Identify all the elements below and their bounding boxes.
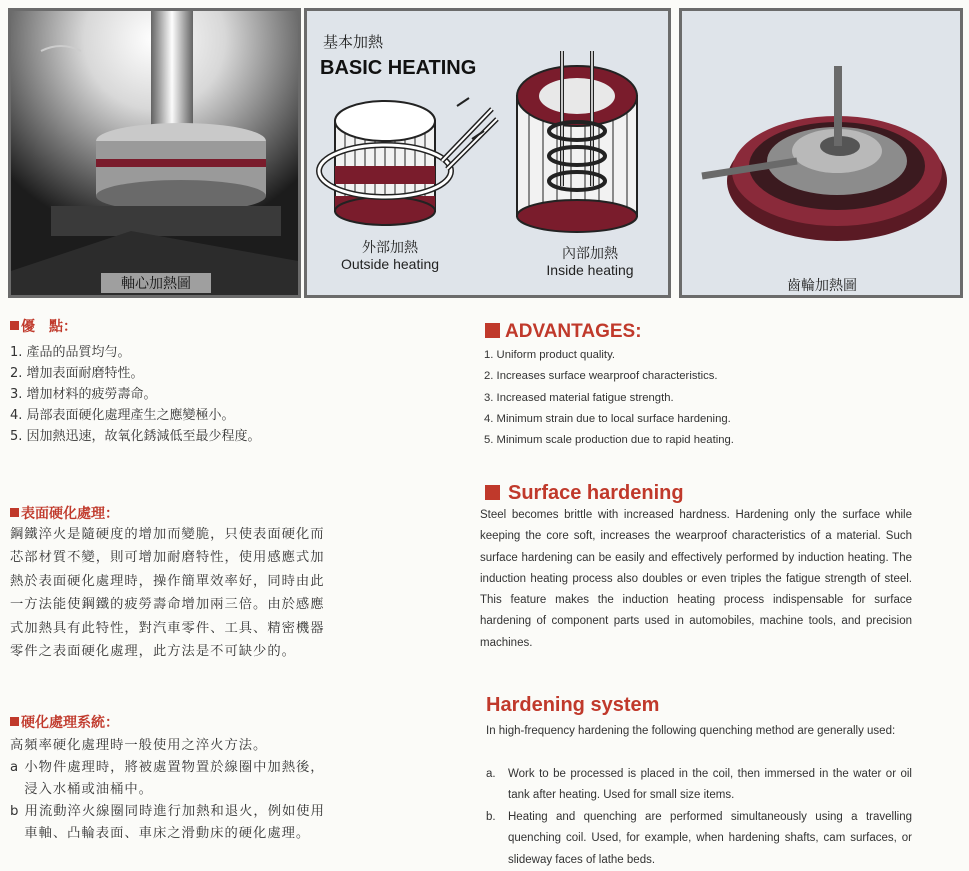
list-item: 2. 增加表面耐磨特性。 [10,366,144,381]
shaft-heating-caption: 軸心加熱圖 [101,273,211,293]
en-surface-heading: Surface hardening [485,482,684,505]
basic-heating-diagram [304,8,671,298]
en-system-intro: In high-frequency hardening the following quenching method are generally used: [486,725,896,737]
cn-system-heading: 硬化處理系統： [10,712,119,732]
shaft-heating-photo [8,8,301,298]
list-item: 2. Increases surface wearproof characteristics. [484,370,718,383]
gear-heating-illustration [682,11,960,295]
list-item: 3. 增加材料的疲勞壽命。 [10,387,157,402]
en-advantages-heading: ADVANTAGES: [485,321,642,343]
outside-heating-cylinder-icon [319,98,497,225]
list-item: 1. Uniform product quality. [484,349,616,361]
en-system-heading: Hardening system [486,694,660,716]
cn-surface-heading: 表面硬化處理： [10,503,119,523]
list-item: 3. Increased material fatigue strength. [484,391,674,404]
list-item: 4. Minimum strain due to local surface hardening. [484,412,731,425]
cn-advantages-heading: 優 點： [10,316,77,336]
cn-advantages-list [10,342,261,447]
inside-heating-cylinder-icon [517,51,637,232]
diagram-title-cn: 基本加熱 [323,33,384,51]
inside-heating-cn: 內部加熱 [562,246,618,262]
inside-heating-en: Inside heating [546,262,634,278]
shaft-heating-illustration [11,11,298,295]
cn-surface-text: 鋼鐵淬火是隨硬度的增加而變脆，只使表面硬化而 芯部材質不變，則可增加耐磨特性，使用感應式加 熱於表面硬化處理時，操作簡單效率好，同時由此 一方法能使鋼鐵的疲勞壽命增加兩三倍。由於感應 式加熱具有此特性，對汽車零件、工具、精密機器 零件之表面硬化處理，此方法是不可缺少的。 [10,527,325,660]
list-item: 5. 因加熱迅速，故氧化銹減低至最少程度。 [10,429,261,444]
gear-heating-photo [679,8,963,298]
en-system-item-b: b. Heating and quenching are performed simultaneously using a travelling quenching coil. Used, for example, when hardening shafts, cam surfaces, or slideway faces of lathe beds. [486,811,912,866]
gear-heating-caption: 齒輪加熱圖 [787,278,857,294]
outside-heating-en: Outside heating [340,256,440,272]
list-item: 5. Minimum scale production due to rapid heating. [484,434,734,447]
outside-heating-cn: 外部加熱 [362,240,418,256]
en-surface-text: Steel becomes brittle with increased hardness. Hardening only the surface while keeping the core soft, increases the wearproof characteristics of a material. Such surface hardening can be easily and effectively performed by induction heating. The induction heating process also doubles or even triples the fatigue strength of steel. This feature makes the induction heating process indispensable for surface hardening of component parts used in automobiles, machine tools, and precision machines. [480,509,912,649]
cn-system-text: 高頻率硬化處理時一般使用之淬火方法。 a 小物件處理時，將被處置物置於線圈中加熱後， 浸入水桶或油桶中。 b 用流動淬火線圈同時進行加熱和退火，例如使用 車軸、凸輪表面、車床之滑動床的硬化處理。 [10,738,325,841]
list-item: 4. 局部表面硬化處理產生之應變極小。 [10,408,235,423]
list-item: 1. 產品的品質均勻。 [10,345,131,360]
diagram-title-en: BASIC HEATING [320,57,477,79]
en-system-item-a: a. Work to be processed is placed in the coil, then immersed in the water or oil tank after heating. Used for small size items. [486,768,912,802]
en-advantages-list [484,345,734,451]
